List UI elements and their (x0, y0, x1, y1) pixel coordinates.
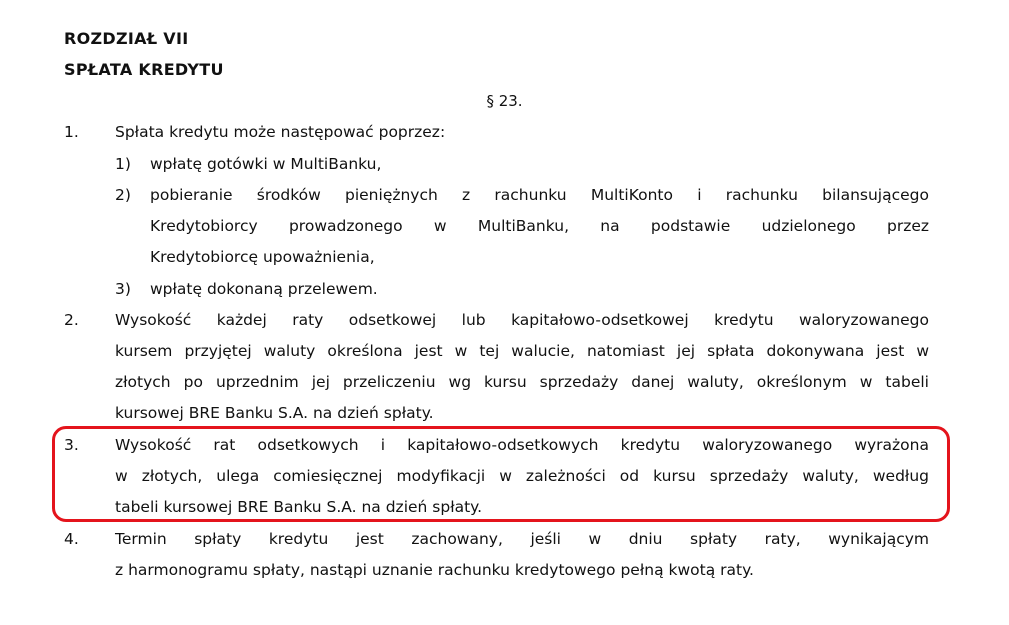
subpoint-text-line: wpłatę gotówki w MultiBanku, (150, 155, 382, 173)
point-text-line: kursowej BRE Banku S.A. na dzień spłaty. (115, 404, 434, 422)
chapter-title: SPŁATA KREDYTU (64, 60, 224, 79)
point-text-line: z harmonogramu spłaty, nastąpi uznanie rachunku kredytowego pełną kwotą raty. (115, 561, 754, 579)
point-text-line: w złotych, ulega comiesięcznej modyfikacji w zależności od kursu sprzedaży waluty, według (115, 467, 929, 485)
point-text-line: tabeli kursowej BRE Banku S.A. na dzień spłaty. (115, 498, 483, 516)
point-text-line: Termin spłaty kredytu jest zachowany, jeśli w dniu spłaty raty, wynikającym (115, 530, 929, 548)
point-text-line: Spłata kredytu może następować poprzez: (115, 123, 446, 141)
point-number: 4. (64, 530, 79, 548)
subpoint-text-line: pobieranie środków pieniężnych z rachunku MultiKonto i rachunku bilansującego (150, 186, 929, 204)
point-text-line: Wysokość rat odsetkowych i kapitałowo-odsetkowych kredytu waloryzowanego wyrażona (115, 436, 929, 454)
section-number: § 23. (486, 92, 523, 110)
subpoint-text-line: Kredytobiorcy prowadzonego w MultiBanku, na podstawie udzielonego przez (150, 217, 929, 235)
point-text-line: kursem przyjętej waluty określona jest w tej walucie, natomiast jej spłata dokonywana jest w (115, 342, 929, 360)
point-text-line: Wysokość każdej raty odsetkowej lub kapitałowo-odsetkowej kredytu waloryzowanego (115, 311, 929, 329)
point-text-line: złotych po uprzednim jej przeliczeniu wg kursu sprzedaży danej waluty, określonym w tabeli (115, 373, 929, 391)
subpoint-number: 3) (115, 280, 131, 298)
subpoint-text-line: Kredytobiorcę upoważnienia, (150, 248, 375, 266)
subpoint-text-line: wpłatę dokonaną przelewem. (150, 280, 378, 298)
point-number: 3. (64, 436, 79, 454)
point-number: 1. (64, 123, 79, 141)
highlight-box (52, 426, 950, 522)
chapter-number: ROZDZIAŁ VII (64, 29, 189, 48)
subpoint-number: 2) (115, 186, 131, 204)
point-number: 2. (64, 311, 79, 329)
subpoint-number: 1) (115, 155, 131, 173)
